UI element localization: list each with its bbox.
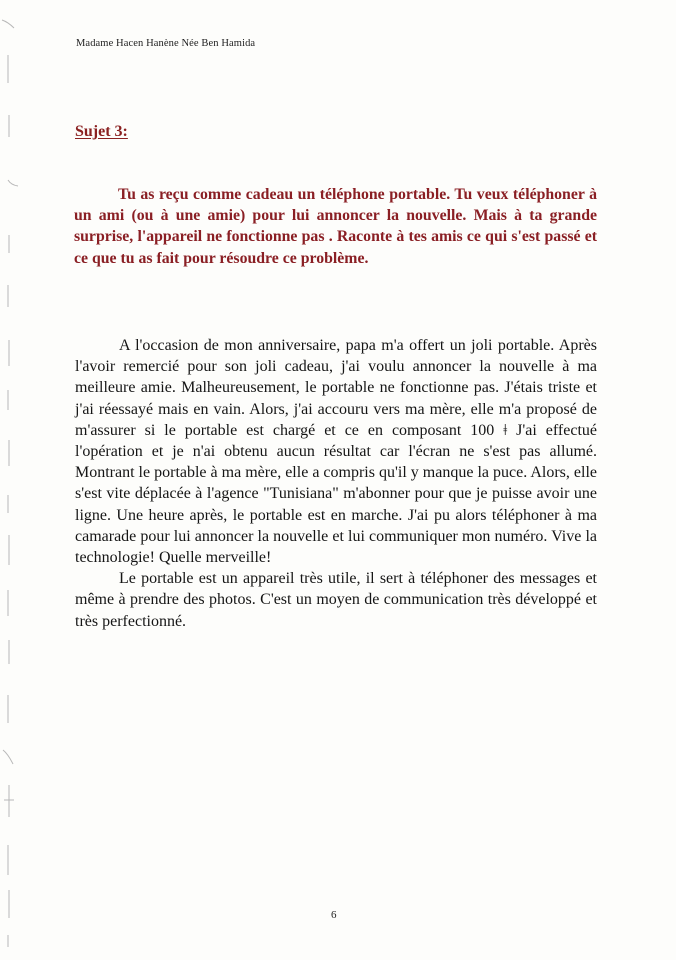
subject-prompt: Tu as reçu comme cadeau un téléphone portable. Tu veux téléphoner à un ami (ou à une amie) pour lui annoncer la nouvelle. Mais à ta grande surprise, l'appareil ne fonctionne pas . Raconte à tes amis ce qui s'est passé et ce que tu as fait pour résoudre ce problème. xyxy=(74,186,597,267)
page-number: 6 xyxy=(331,909,337,921)
essay-paragraph-2: Le portable est un appareil très utile, il sert à téléphoner des messages et même à prendre des photos. C'est un moyen de communication très développé et très perfectionné. xyxy=(75,570,597,630)
author-header: Madame Hacen Hanène Née Ben Hamida xyxy=(76,38,256,49)
essay-body xyxy=(75,335,597,632)
binding-margin-marks xyxy=(0,0,22,960)
subject-title: Sujet 3: xyxy=(75,123,128,140)
essay-paragraph-1: A l'occasion de mon anniversaire, papa m'a offert un joli portable. Après l'avoir remercié pour son joli cadeau, j'ai voulu annoncer la nouvelle à ma meilleure amie. Malheureusement, le portable ne fonctionne pas. J'étais triste et j'ai réessayé mais en vain. Alors, j'ai accouru vers ma mère, elle m'a proposé de m'assurer si le portable est chargé et ce en composant 100 ǂ J'ai effectué l'opération et je n'ai obtenu aucun résultat car l'écran ne s'est pas allumé. Montrant le portable à ma mère, elle a compris qu'il y manque la puce. Alors, elle s'est vite déplacée à l'agence "Tunisiana" m'abonner pour que je puisse avoir une ligne. Une heure après, le portable est en marche. J'ai pu alors téléphoner à ma camarade pour lui annoncer la nouvelle et lui communiquer mon numéro. Vive la technologie! Quelle merveille! xyxy=(75,337,597,567)
